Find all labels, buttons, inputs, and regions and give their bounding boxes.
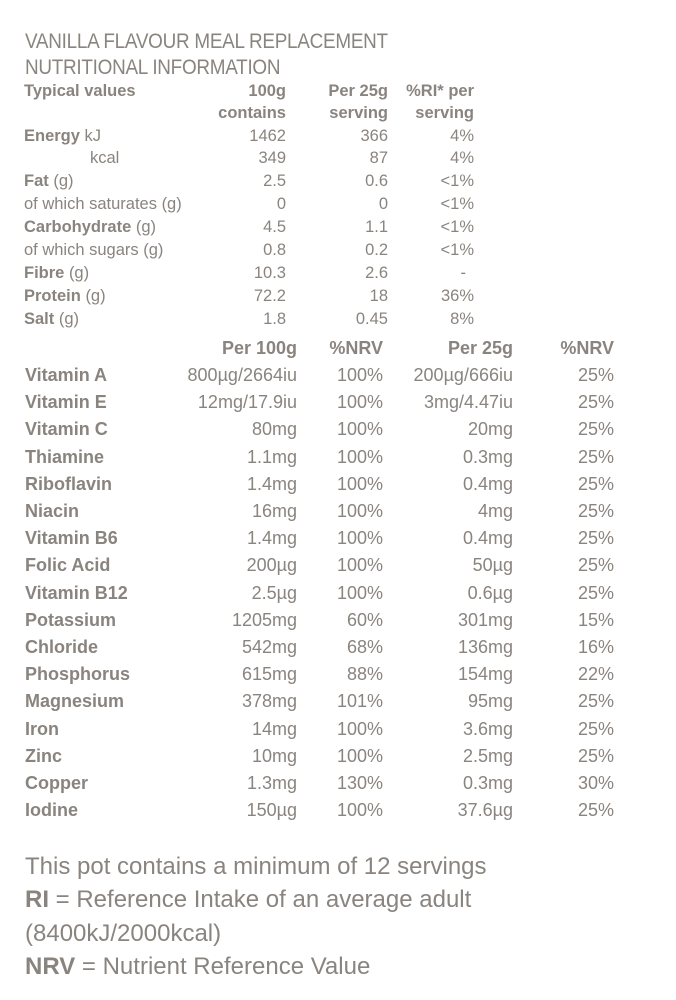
value-per-100g: 16mg [251,501,297,521]
nrv-per-100g: 101% [336,691,383,712]
nrv-per-100g: 60% [346,609,383,630]
value-per-25g: 136mg [457,637,513,657]
nutrient-name: Phosphorus [25,664,131,685]
nrv-per-100g: 100% [336,528,383,549]
typical-values-header: Typical values [24,82,136,100]
nrv-per-25g: 25% [577,473,614,494]
table-row [0,555,676,579]
header-nrv-25g: %NRV [560,338,614,358]
value-ri: 4% [450,149,474,167]
table-row [0,149,676,171]
nutrient-unit: kJ [84,127,102,145]
value-100g: 1.8 [263,310,286,328]
nutrient-name: Iodine [25,800,78,821]
nutrient-name: Vitamin B12 [25,582,128,603]
value-per-serving: 0.6 [365,172,388,190]
value-per-100g: 14mg [251,718,297,739]
value-per-25g: 0.3mg [462,446,513,467]
header-serving: serving [329,104,388,122]
nutrient-unit: of which saturates (g) [24,195,182,213]
value-100g: 1462 [249,127,286,145]
value-per-25g: 154mg [457,664,513,685]
header-per-25g: Per 25g [447,338,513,358]
nrv-per-25g: 25% [577,419,614,440]
value-per-serving: 2.6 [365,264,388,282]
nutrient-unit: kcal [90,149,120,167]
value-ri: <1% [440,218,474,236]
ri-definition: = Reference Intake of an average adult [49,886,472,913]
nutrient-name: Riboflavin [25,473,113,494]
nrv-per-25g: 25% [577,800,614,821]
table-row [0,664,676,688]
nutrient-name: Potassium [25,609,117,630]
nrv-per-25g: 22% [577,664,614,685]
table-row [0,287,676,309]
nutrient-name: Salt [24,310,55,328]
nrv-per-100g: 100% [336,473,383,494]
value-per-100g: 200µg [246,555,297,576]
nutrient-name: Vitamin C [25,419,108,440]
nutrient-name: Folic Acid [25,555,111,576]
value-ri: 8% [450,310,474,328]
value-100g: 4.5 [263,218,286,236]
value-per-100g: 615mg [241,664,297,685]
nutrient-name: Vitamin A [25,365,108,385]
value-per-25g: 50µg [472,555,513,576]
value-per-100g: 1.4mg [246,528,297,549]
header-contains: contains [218,104,286,122]
typical-values-table [0,0,676,340]
header-ri-per: %RI* per [406,82,474,100]
product-title: VANILLA FLAVOUR MEAL REPLACEMENT [25,30,388,53]
nrv-per-100g: 100% [336,555,383,576]
table-row [0,127,676,149]
value-100g: 0.8 [263,241,286,259]
nrv-per-25g: 25% [577,582,614,603]
value-per-serving: 87 [369,149,388,167]
nrv-per-100g: 100% [336,419,383,440]
value-ri: 4% [450,127,474,145]
nutrient-name: Zinc [25,745,63,766]
nrv-per-100g: 100% [336,582,383,603]
ri-note [25,886,471,914]
table-row [0,195,676,217]
nrv-per-25g: 16% [577,637,614,657]
nutrient-name: Vitamin B6 [25,528,118,549]
nutrient-name: Copper [25,773,88,793]
value-per-serving: 0.2 [365,241,388,259]
value-per-25g: 0.3mg [462,773,513,793]
value-ri: <1% [440,172,474,190]
nutrient-name: Chloride [25,637,99,657]
nrv-per-100g: 100% [336,392,383,413]
value-per-25g: 4mg [477,501,513,521]
nrv-per-100g: 100% [336,718,383,739]
value-per-25g: 2.5mg [462,745,513,766]
value-per-100g: 1.4mg [246,473,297,494]
value-per-100g: 378mg [241,691,297,712]
nutrient-unit: (g) [85,287,106,305]
value-per-25g: 95mg [467,691,513,712]
value-ri: <1% [440,195,474,213]
nrv-per-25g: 25% [577,718,614,739]
table-row [0,365,676,389]
header-ri-serving: serving [415,104,474,122]
value-ri: - [460,264,466,282]
nutrient-name: Protein [24,287,81,305]
value-per-100g: 10mg [251,745,297,766]
value-100g: 72.2 [253,287,286,305]
nrv-abbreviation: NRV [25,953,76,980]
value-per-25g: 3mg/4.47iu [423,392,513,413]
value-per-serving: 0.45 [355,310,388,328]
nrv-per-25g: 25% [577,528,614,549]
value-per-25g: 37.6µg [457,800,513,821]
value-per-100g: 1205mg [231,609,297,630]
nutrient-name: Fat [24,172,49,190]
table-row [0,310,676,332]
value-per-25g: 0.4mg [462,528,513,549]
table-row [0,474,676,498]
value-per-25g: 0.4mg [462,473,513,494]
table-row [0,746,676,770]
value-per-25g: 3.6mg [462,718,513,739]
nutrient-unit: (g) [68,264,90,282]
nrv-note [25,953,370,981]
value-per-serving: 1.1 [365,218,388,236]
nutrient-unit: of which sugars (g) [24,241,164,259]
nrv-per-25g: 25% [577,446,614,467]
table-row [0,773,676,797]
header-per-100g: Per 100g [221,338,297,358]
table-row [0,800,676,824]
table-row [0,419,676,443]
nrv-per-100g: 100% [336,800,383,821]
value-ri: 36% [440,287,474,305]
nrv-per-100g: 100% [336,745,383,766]
nutrient-name: Vitamin E [25,392,107,413]
header-100g: 100g [248,82,286,100]
value-per-serving: 0 [378,195,388,213]
value-per-25g: 301mg [457,609,513,630]
table-row [0,172,676,194]
value-per-100g: 80mg [251,419,297,440]
nrv-per-25g: 25% [577,392,614,413]
table-row [0,610,676,634]
value-per-25g: 200µg/666iu [413,365,513,385]
nutrient-unit: (g) [58,310,80,328]
servings-note: This pot contains a minimum of 12 servings [25,853,487,880]
header-nrv-100g: %NRV [329,338,383,358]
nutrient-name: Fibre [24,264,65,282]
nrv-per-25g: 25% [577,691,614,712]
value-per-25g: 20mg [467,419,513,440]
nrv-per-100g: 100% [336,365,383,385]
nrv-per-100g: 88% [346,664,383,685]
nrv-per-100g: 68% [346,637,383,657]
nutrient-name: Thiamine [25,446,105,467]
table-row [0,583,676,607]
value-100g: 349 [258,149,286,167]
value-100g: 2.5 [263,172,286,190]
table-row [0,392,676,416]
ri-abbreviation: RI [25,886,49,913]
nutrient-unit: (g) [135,218,157,236]
ri-values-note: (8400kJ/2000kcal) [25,920,222,947]
table-row [0,264,676,286]
header-per-25g: Per 25g [328,82,388,100]
value-per-100g: 150µg [246,800,297,821]
value-100g: 10.3 [253,264,286,282]
value-per-100g: 1.3mg [246,773,297,793]
nrv-per-25g: 25% [577,555,614,576]
table-header-row [0,338,676,362]
nrv-per-100g: 130% [336,773,383,793]
table-row [0,241,676,263]
value-per-100g: 800µg/2664iu [187,365,297,385]
value-per-100g: 2.5µg [251,582,297,603]
nrv-per-100g: 100% [336,446,383,467]
nrv-per-25g: 25% [577,745,614,766]
nrv-definition: = Nutrient Reference Value [75,953,371,980]
value-per-serving: 18 [369,287,388,305]
nutrient-name: Energy [24,127,80,145]
table-row [0,691,676,715]
nutrient-name: Niacin [25,501,80,521]
value-per-25g: 0.6µg [467,582,513,603]
nrv-per-25g: 15% [577,609,614,630]
nutrient-name: Magnesium [25,691,125,712]
nrv-per-25g: 30% [577,773,614,793]
value-per-100g: 1.1mg [246,446,297,467]
table-row [0,719,676,743]
nrv-per-25g: 25% [577,365,614,385]
section-title: NUTRITIONAL INFORMATION [25,56,281,79]
nrv-per-100g: 100% [336,501,383,521]
table-row [0,501,676,525]
value-per-serving: 366 [360,127,388,145]
table-row [0,218,676,240]
nrv-per-25g: 25% [577,501,614,521]
nutrient-name: Carbohydrate [24,218,132,236]
value-per-100g: 12mg/17.9iu [197,392,297,413]
nutrient-unit: (g) [53,172,74,190]
nutrient-name: Iron [25,718,59,739]
table-row [0,528,676,552]
value-ri: <1% [440,241,474,259]
table-row [0,637,676,661]
value-per-100g: 542mg [241,637,297,657]
table-row [0,447,676,471]
value-100g: 0 [276,195,286,213]
